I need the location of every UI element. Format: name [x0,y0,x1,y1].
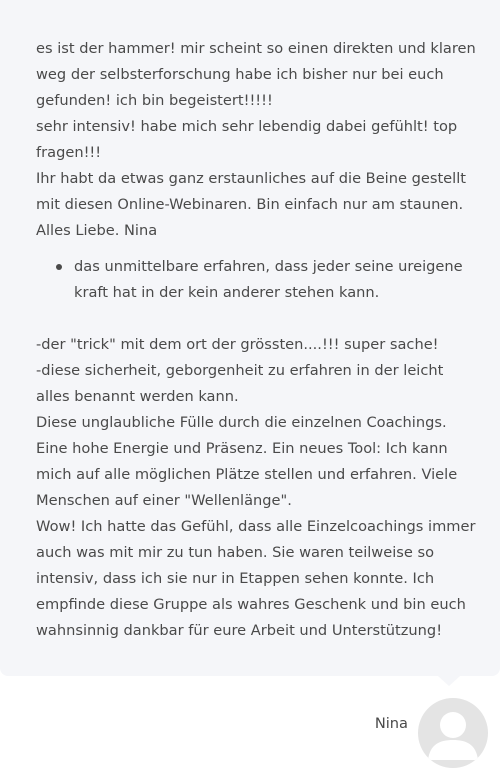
speech-bubble-pointer [438,676,460,686]
testimonial-paragraph: -diese sicherheit, geborgenheit zu erfahren in der leicht alles benannt werden kann. [36,362,444,405]
testimonial-paragraph: -der "trick" mit dem ort der grössten....!!! super sache! [36,336,439,353]
user-avatar-placeholder-icon [418,698,488,768]
spacer [36,306,480,332]
list-item [36,254,480,306]
testimonial-paragraph: Wow! Ich hatte das Gefühl, dass alle Einzelcoachings immer auch was mit mir zu tun haben. Sie waren teilweise so intensiv, dass ich sie nur in Etappen sehen konnte. Ich empfinde diese Gruppe als wahres Geschenk und bin euch wahnsinnig dankbar für eure Arbeit und Unterstützung! [36,518,476,639]
author-name: Nina [374,715,408,732]
list-item-text: das unmittelbare erfahren, dass jeder seine ureigene kraft hat in der kein anderer stehen kann. [74,258,463,301]
testimonial-paragraph: Diese unglaubliche Fülle durch die einzelnen Coachings. Eine hohe Energie und Präsenz. Ein neues Tool: Ich kann mich auf alle möglichen Plätze stellen und erfahren. Viele Menschen auf einer "Wellenlänge". [36,414,458,509]
testimonial-paragraph: sehr intensiv! habe mich sehr lebendig dabei gefühlt! top fragen!!! [36,118,458,161]
testimonial-bullet-list [36,254,480,306]
bullet-dot-icon [56,264,62,270]
testimonial-paragraph: es ist der hammer! mir scheint so einen direkten und klaren weg der selbsterforschung habe ich bisher nur bei euch gefunden! ich bin begeistert!!!!! [36,40,476,109]
testimonial-paragraph: Ihr habt da etwas ganz erstaunliches auf die Beine gestellt mit diesen Online-Webinaren. Bin einfach nur am staunen. Alles Liebe. Nina [36,170,466,239]
testimonial-content [36,36,480,644]
